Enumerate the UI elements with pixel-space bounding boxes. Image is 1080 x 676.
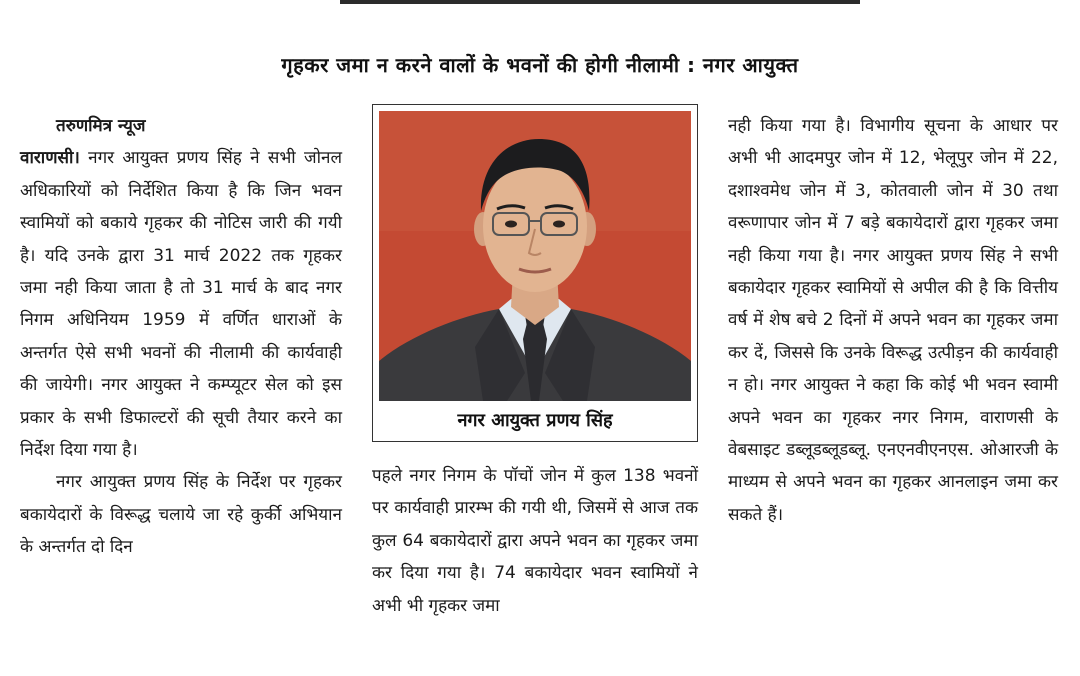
- dateline: वाराणसी।: [20, 148, 80, 169]
- paragraph-1-text: नगर आयुक्त प्रणय सिंह ने सभी जोनल अधिकारियों को निर्देशित किया है कि जिन भवन स्वामियों को बकाये गृहकर की नोटिस जारी की गयी है। यदि उनके द्वारा 31 मार्च 2022 तक गृहकर जमा नही किया जाता है तो 31 मार्च के बाद नगर निगम अधिनियम 1959 में वर्णित धाराओं के अन्तर्गत ऐसे सभी भवनों की नीलामी की कार्यवाही की जायेगी। नगर आयुक्त ने कम्प्यूटर सेल को इस प्रकार के सभी डिफाल्टरों की सूची तैयार करने का निर्देश दिया गया है।: [20, 148, 342, 461]
- article-column-right: [728, 110, 1058, 531]
- portrait-illustration: [379, 111, 691, 401]
- article-column-middle: [372, 460, 698, 622]
- right-column-text: नही किया गया है। विभागीय सूचना के आधार पर अभी भी आदमपुर जोन में 12, भेलूपुर जोन में 22, दशाश्वमेध जोन में 3, कोतवाली जोन में 30 तथा वरूणापार जोन में 7 बड़े बकायेदारों द्वारा गृहकर जमा नही किया गया है। नगर आयुक्त प्रणय सिंह ने सभी बकायेदार गृहकर स्वामियों से अपील की है कि वित्तीय वर्ष में शेष बचे 2 दिनों में अपने भवन का गृहकर जमा कर दें, जिससे कि उनके विरूद्ध उत्पीड़न की कार्यवाही न हो। नगर आयुक्त ने कहा कि कोई भी भवन स्वामी अपने भवन का गृहकर नगर निगम, वाराणसी के वेबसाइट डब्लूडब्लूडब्लू. एनएनवीएनएस. ओआरजी के माध्यम से अपने भवन का गृहकर आनलाइन जमा कर सकते हैं।: [728, 116, 1058, 525]
- byline: तरुणमित्र न्यूज: [56, 116, 146, 136]
- commissioner-photo: [379, 111, 691, 401]
- article-paragraph-1: [20, 142, 342, 466]
- photo-caption: नगर आयुक्त प्रणय सिंह: [457, 410, 613, 431]
- middle-column-text: पहले नगर निगम के पॉचों जोन में कुल 138 भवनों पर कार्यवाही प्रारम्भ की गयी थी, जिसमें से आज तक कुल 64 बकायेदारों द्वारा अपने भवन का गृहकर जमा कर दिया गया है। 74 बकायेदार भवन स्वामियों ने अभी भी गृहकर जमा: [372, 466, 698, 616]
- article-column-left: [20, 110, 342, 564]
- article-paragraph-2: नगर आयुक्त प्रणय सिंह के निर्देश पर गृहकर बकायेदारों के विरूद्ध चलाये जा रहे कुर्की अभियान के अन्तर्गत दो दिन: [20, 472, 342, 558]
- photo-frame: [372, 104, 698, 442]
- headline: गृहकर जमा न करने वालों के भवनों की होगी नीलामी : नगर आयुक्त: [281, 53, 799, 78]
- top-rule: [340, 0, 860, 4]
